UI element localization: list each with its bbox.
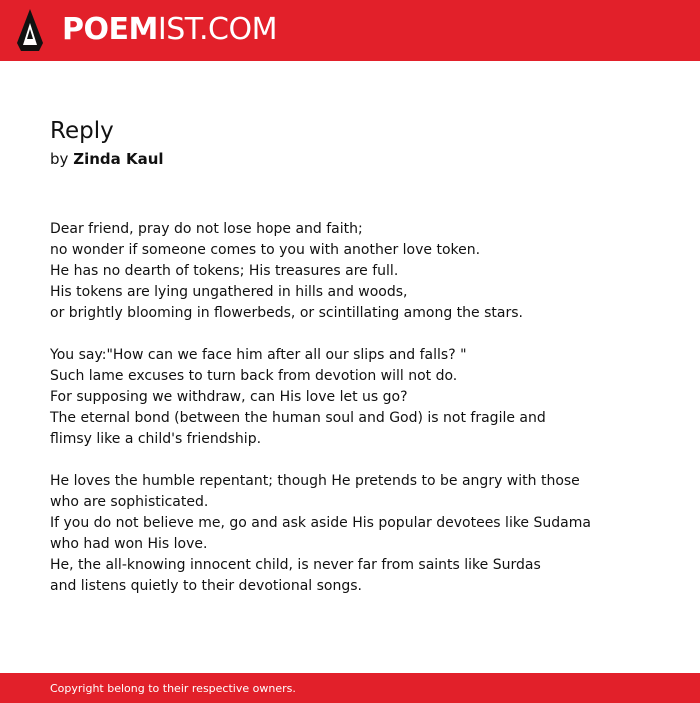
poem-title: Reply — [50, 118, 114, 144]
poem-line: He, the all-knowing innocent child, is never far from saints like Surdas — [50, 557, 541, 573]
poem-line: If you do not believe me, go and ask aside His popular devotees like Sudama — [50, 515, 591, 531]
poem-line: The eternal bond (between the human soul and God) is not fragile and — [50, 410, 546, 426]
poem-stanza-2 — [50, 345, 670, 450]
poem-line: or brightly blooming in flowerbeds, or scintillating among the stars. — [50, 305, 523, 321]
poem-line: His tokens are lying ungathered in hills and woods, — [50, 284, 408, 300]
poem-line: You say:"How can we face him after all our slips and falls? " — [50, 347, 467, 363]
poem-line: who had won His love. — [50, 536, 208, 552]
byline-prefix: by — [50, 150, 69, 168]
pencil-logo-icon[interactable] — [17, 9, 43, 51]
poem-author: Zinda Kaul — [73, 150, 164, 168]
site-logo[interactable] — [62, 12, 277, 48]
poem-stanza-3 — [50, 471, 670, 597]
copyright-notice: Copyright belong to their respective owners. — [50, 682, 296, 695]
logo-text-bold: POEM — [62, 12, 158, 47]
poem-line: Dear friend, pray do not lose hope and faith; — [50, 221, 363, 237]
poem-line: Such lame excuses to turn back from devotion will not do. — [50, 368, 458, 384]
poem-line: who are sophisticated. — [50, 494, 209, 510]
poem-line: no wonder if someone comes to you with another love token. — [50, 242, 481, 258]
poem-line: and listens quietly to their devotional songs. — [50, 578, 362, 594]
poem-byline — [50, 150, 164, 168]
site-footer — [0, 673, 700, 703]
poem-line: flimsy like a child's friendship. — [50, 431, 262, 447]
poem-line: For supposing we withdraw, can His love let us go? — [50, 389, 408, 405]
logo-text-light: IST.COM — [157, 12, 277, 47]
poem-line: He has no dearth of tokens; His treasures are full. — [50, 263, 399, 279]
poem-stanza-1 — [50, 219, 670, 324]
poem-line: He loves the humble repentant; though He pretends to be angry with those — [50, 473, 580, 489]
site-header — [0, 0, 700, 61]
poem-body — [50, 219, 670, 618]
